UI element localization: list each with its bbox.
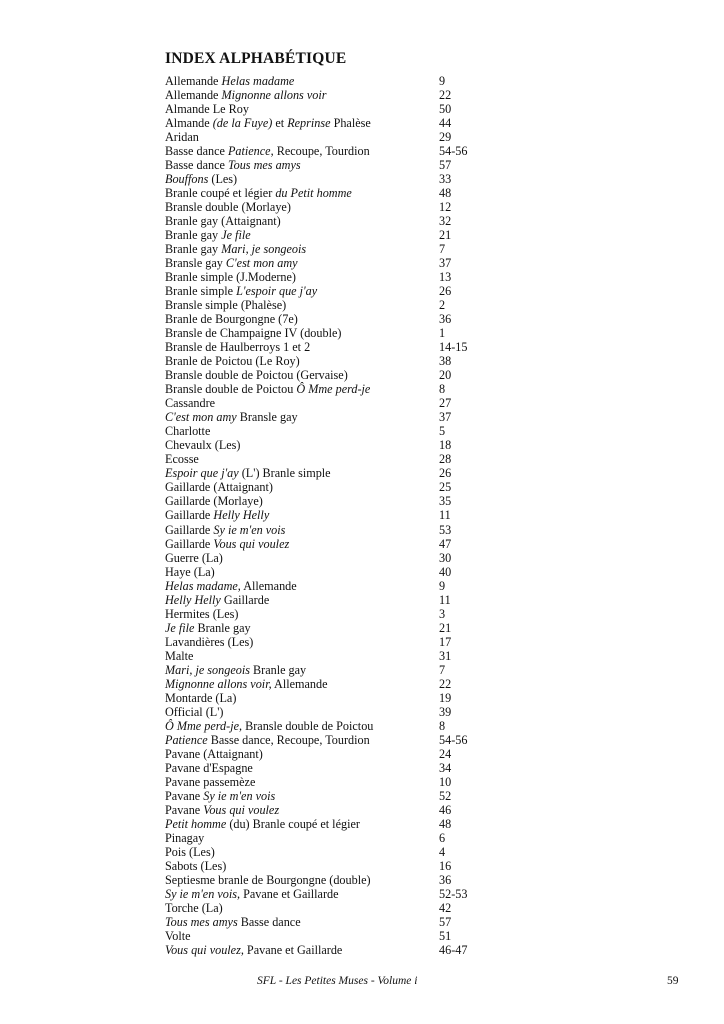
index-list bbox=[165, 74, 505, 957]
entry-title-text: Branle simple (J.Moderne) bbox=[165, 270, 296, 285]
entry-title-text: Basse dance, Recoupe, Tourdion bbox=[207, 732, 370, 747]
entry-title bbox=[165, 200, 291, 214]
index-entry bbox=[165, 789, 505, 803]
index-entry bbox=[165, 466, 505, 480]
entry-page-ref: 3 bbox=[439, 606, 446, 621]
entry-page-ref: 9 bbox=[439, 578, 446, 593]
entry-title-text: Allemande bbox=[165, 88, 222, 103]
entry-title bbox=[165, 859, 226, 873]
entry-title-text: Guerre (La) bbox=[165, 550, 223, 565]
index-entry bbox=[165, 270, 505, 284]
entry-title bbox=[165, 452, 199, 466]
index-entry bbox=[165, 929, 505, 943]
index-entry bbox=[165, 845, 505, 859]
entry-title bbox=[165, 887, 339, 901]
entry-title-text: Bransle simple (Phalèse) bbox=[165, 298, 287, 313]
entry-title-italic: Mignonne allons voir bbox=[221, 88, 327, 103]
entry-title-text: Branle gay bbox=[249, 662, 307, 677]
entry-title-italic: C'est mon amy bbox=[225, 256, 298, 271]
index-entry bbox=[165, 887, 505, 901]
index-entry bbox=[165, 551, 505, 565]
index-entry bbox=[165, 565, 505, 579]
entry-title bbox=[165, 354, 300, 368]
entry-page-ref: 20 bbox=[439, 368, 452, 383]
index-entry bbox=[165, 523, 505, 537]
entry-title-text: Montarde (La) bbox=[165, 690, 237, 705]
entry-title bbox=[165, 74, 294, 88]
entry-title bbox=[165, 845, 215, 859]
entry-title-text: Pavane bbox=[165, 788, 204, 803]
entry-page-ref: 57 bbox=[439, 158, 452, 173]
index-entry bbox=[165, 859, 505, 873]
entry-title bbox=[165, 579, 297, 593]
index-entry bbox=[165, 228, 505, 242]
entry-title-text: Pavane passemèze bbox=[165, 774, 256, 789]
entry-title-text: Hermites (Les) bbox=[165, 606, 239, 621]
entry-title-text: Branle simple bbox=[165, 284, 237, 299]
entry-page-ref: 39 bbox=[439, 704, 452, 719]
entry-title-text: Gaillarde bbox=[220, 592, 270, 607]
entry-title bbox=[165, 172, 237, 186]
entry-title-italic: Helas madame bbox=[221, 74, 295, 88]
entry-title-italic: (de la Fuye) bbox=[212, 116, 273, 131]
entry-page-ref: 6 bbox=[439, 830, 446, 845]
index-entry bbox=[165, 691, 505, 705]
entry-title bbox=[165, 817, 360, 831]
index-entry bbox=[165, 915, 505, 929]
entry-title-italic: Mignonne allons voir, bbox=[165, 676, 272, 691]
entry-title bbox=[165, 621, 251, 635]
entry-title-italic: Vous qui voulez bbox=[203, 802, 280, 817]
entry-title bbox=[165, 803, 279, 817]
entry-page-ref: 53 bbox=[439, 522, 452, 537]
index-entry bbox=[165, 508, 505, 522]
entry-title bbox=[165, 340, 310, 354]
entry-title-italic: Helly Helly bbox=[165, 592, 221, 607]
entry-page-ref: 12 bbox=[439, 200, 452, 215]
entry-title-italic: Sy ie m'en vois, bbox=[165, 886, 241, 901]
entry-page-ref: 14-15 bbox=[439, 340, 468, 355]
entry-title bbox=[165, 691, 236, 705]
index-entry bbox=[165, 382, 505, 396]
index-entry bbox=[165, 214, 505, 228]
entry-page-ref: 36 bbox=[439, 872, 452, 887]
entry-title bbox=[165, 144, 370, 158]
entry-title-text: Branle gay (Attaignant) bbox=[165, 214, 281, 229]
entry-title bbox=[165, 158, 301, 172]
index-entry bbox=[165, 340, 505, 354]
index-entry bbox=[165, 396, 505, 410]
entry-title bbox=[165, 298, 286, 312]
entry-title bbox=[165, 410, 298, 424]
index-entry bbox=[165, 452, 505, 466]
entry-title-text: Pavane d'Espagne bbox=[165, 760, 253, 775]
entry-title-text: Allemande bbox=[165, 74, 222, 88]
entry-title bbox=[165, 396, 215, 410]
entry-title-text: Pois (Les) bbox=[165, 844, 215, 859]
entry-title bbox=[165, 663, 306, 677]
entry-title bbox=[165, 438, 240, 452]
entry-title bbox=[165, 228, 251, 242]
entry-title-text: Almande Le Roy bbox=[165, 102, 249, 117]
entry-page-ref: 26 bbox=[439, 466, 452, 481]
entry-title-italic: L'espoir que j'ay bbox=[236, 284, 318, 299]
entry-title bbox=[165, 214, 281, 228]
index-entry bbox=[165, 537, 505, 551]
index-entry bbox=[165, 831, 505, 845]
entry-title-text: Recoupe, Tourdion bbox=[273, 144, 370, 159]
index-entry bbox=[165, 158, 505, 172]
entry-title bbox=[165, 733, 370, 747]
entry-page-ref: 54-56 bbox=[439, 144, 468, 159]
entry-title bbox=[165, 382, 370, 396]
entry-title-italic: Reprinse bbox=[287, 116, 331, 131]
entry-title-text: Branle gay bbox=[194, 620, 251, 635]
entry-page-ref: 46-47 bbox=[439, 942, 468, 957]
entry-title-text: (L') Branle simple bbox=[238, 466, 331, 481]
entry-title-text: Charlotte bbox=[165, 424, 211, 439]
entry-page-ref: 32 bbox=[439, 214, 452, 229]
entry-page-ref: 57 bbox=[439, 914, 452, 929]
entry-page-ref: 50 bbox=[439, 102, 452, 117]
entry-title-text: Volte bbox=[165, 928, 191, 943]
entry-title bbox=[165, 789, 275, 803]
entry-title-text: Haye (La) bbox=[165, 564, 215, 579]
entry-title-italic: Patience bbox=[165, 732, 208, 747]
entry-title bbox=[165, 130, 199, 144]
entry-page-ref: 22 bbox=[439, 676, 452, 691]
entry-title-text: Gaillarde (Morlaye) bbox=[165, 494, 263, 509]
index-entry bbox=[165, 579, 505, 593]
entry-page-ref: 24 bbox=[439, 746, 452, 761]
index-entry bbox=[165, 873, 505, 887]
entry-title-text: et bbox=[272, 116, 288, 131]
index-entry bbox=[165, 88, 505, 102]
entry-title-italic: Ô Mme perd-je bbox=[296, 382, 371, 397]
entry-title-text: Gaillarde bbox=[165, 536, 214, 551]
entry-page-ref: 38 bbox=[439, 354, 452, 369]
entry-title-italic: Vous qui voulez bbox=[213, 536, 290, 551]
entry-page-ref: 31 bbox=[439, 648, 452, 663]
entry-title-text: Allemande bbox=[271, 676, 328, 691]
entry-title bbox=[165, 116, 371, 130]
entry-title-text: Bransle de Champaigne IV (double) bbox=[165, 326, 342, 341]
entry-title-text: Branle de Poictou (Le Roy) bbox=[165, 354, 300, 369]
entry-title-text: Pavane et Gaillarde bbox=[240, 886, 339, 901]
entry-title-text: Aridan bbox=[165, 130, 199, 145]
entry-page-ref: 7 bbox=[439, 242, 446, 257]
entry-page-ref: 11 bbox=[439, 508, 451, 523]
entry-title bbox=[165, 635, 253, 649]
entry-title-text: Bransle gay bbox=[165, 256, 226, 271]
entry-title-text: Bransle gay bbox=[236, 410, 298, 425]
entry-title-text: Official (L') bbox=[165, 704, 224, 719]
entry-title bbox=[165, 677, 327, 691]
entry-page-ref: 52-53 bbox=[439, 886, 468, 901]
entry-title-italic: Tous mes amys bbox=[165, 914, 238, 929]
index-entry bbox=[165, 705, 505, 719]
entry-title bbox=[165, 761, 253, 775]
entry-title-text: Bransle double de Poictou bbox=[242, 718, 374, 733]
entry-title bbox=[165, 705, 223, 719]
entry-page-ref: 34 bbox=[439, 760, 452, 775]
entry-title bbox=[165, 565, 215, 579]
index-entry bbox=[165, 677, 505, 691]
entry-page-ref: 27 bbox=[439, 396, 452, 411]
index-entry bbox=[165, 354, 505, 368]
entry-page-ref: 51 bbox=[439, 928, 452, 943]
entry-title-italic: Ô Mme perd-je, bbox=[165, 718, 243, 733]
entry-page-ref: 36 bbox=[439, 312, 452, 327]
entry-page-ref: 21 bbox=[439, 228, 452, 243]
entry-page-ref: 48 bbox=[439, 816, 452, 831]
page-footer: SFL - Les Petites Muses - Volume i bbox=[257, 975, 418, 987]
entry-page-ref: 40 bbox=[439, 564, 452, 579]
entry-page-ref: 17 bbox=[439, 634, 452, 649]
entry-title-text: Gaillarde bbox=[165, 508, 214, 523]
entry-title-italic: C'est mon amy bbox=[165, 410, 237, 425]
index-entry bbox=[165, 803, 505, 817]
entry-page-ref: 9 bbox=[439, 74, 446, 88]
index-entry bbox=[165, 130, 505, 144]
entry-title-italic: Sy ie m'en vois bbox=[203, 788, 276, 803]
entry-title bbox=[165, 508, 269, 522]
entry-page-ref: 37 bbox=[439, 256, 452, 271]
entry-title-italic: Bouffons bbox=[165, 172, 209, 187]
entry-page-ref: 11 bbox=[439, 592, 451, 607]
entry-title-text: Pavane (Attaignant) bbox=[165, 746, 263, 761]
entry-title-text: Bransle de Haulberroys 1 et 2 bbox=[165, 340, 311, 355]
entry-title-text: (du) Branle coupé et légier bbox=[226, 816, 360, 831]
entry-title-text: Branle de Bourgongne (7e) bbox=[165, 312, 298, 327]
entry-title-text: Phalèse bbox=[330, 116, 371, 131]
index-entry bbox=[165, 102, 505, 116]
entry-page-ref: 16 bbox=[439, 858, 452, 873]
index-entry bbox=[165, 901, 505, 915]
index-entry bbox=[165, 424, 505, 438]
index-entry bbox=[165, 747, 505, 761]
entry-title-text: Branle coupé et légier bbox=[165, 186, 276, 201]
entry-title-italic: Vous qui voulez, bbox=[165, 942, 244, 957]
entry-title bbox=[165, 256, 298, 270]
entry-title-italic: Tous mes amys bbox=[227, 158, 301, 173]
index-entry bbox=[165, 761, 505, 775]
index-entry bbox=[165, 635, 505, 649]
index-entry bbox=[165, 663, 505, 677]
entry-title bbox=[165, 102, 249, 116]
entry-page-ref: 4 bbox=[439, 844, 446, 859]
entry-title-text: Gaillarde bbox=[165, 522, 214, 537]
entry-page-ref: 13 bbox=[439, 270, 452, 285]
entry-title-text: Pavane bbox=[165, 802, 204, 817]
entry-page-ref: 21 bbox=[439, 620, 452, 635]
entry-title bbox=[165, 719, 373, 733]
entry-title bbox=[165, 943, 342, 957]
entry-title bbox=[165, 326, 341, 340]
entry-title bbox=[165, 873, 371, 887]
entry-title-text: Branle gay bbox=[165, 228, 222, 243]
index-entry bbox=[165, 621, 505, 635]
entry-title-text: , Allemande bbox=[237, 578, 297, 593]
index-entry bbox=[165, 284, 505, 298]
entry-title-text: Gaillarde (Attaignant) bbox=[165, 480, 273, 495]
entry-page-ref: 54-56 bbox=[439, 732, 468, 747]
entry-page-ref: 33 bbox=[439, 172, 452, 187]
entry-page-ref: 26 bbox=[439, 284, 452, 299]
entry-title-text: Ecosse bbox=[165, 452, 199, 467]
entry-title-italic: Helly Helly bbox=[213, 508, 270, 523]
entry-title bbox=[165, 593, 269, 607]
index-entry bbox=[165, 326, 505, 340]
entry-title bbox=[165, 915, 301, 929]
entry-title bbox=[165, 494, 263, 508]
entry-title bbox=[165, 775, 255, 789]
page-title: INDEX ALPHABÉTIQUE bbox=[165, 50, 347, 67]
entry-title-text: Basse dance bbox=[165, 158, 228, 173]
entry-title bbox=[165, 747, 263, 761]
index-entry bbox=[165, 480, 505, 494]
entry-page-ref: 7 bbox=[439, 662, 446, 677]
index-entry bbox=[165, 438, 505, 452]
entry-title bbox=[165, 551, 223, 565]
entry-title-italic: Mari, je songeois bbox=[165, 662, 250, 677]
entry-title bbox=[165, 424, 210, 438]
index-entry bbox=[165, 649, 505, 663]
index-entry bbox=[165, 817, 505, 831]
entry-page-ref: 47 bbox=[439, 536, 452, 551]
entry-title-text: Basse dance bbox=[237, 914, 301, 929]
entry-title-text: Cassandre bbox=[165, 396, 216, 411]
entry-page-ref: 46 bbox=[439, 802, 452, 817]
entry-title-text: Basse dance bbox=[165, 144, 228, 159]
entry-title-text: Lavandières (Les) bbox=[165, 634, 254, 649]
entry-page-ref: 5 bbox=[439, 424, 446, 439]
entry-title bbox=[165, 242, 306, 256]
index-entry bbox=[165, 242, 505, 256]
entry-page-ref: 19 bbox=[439, 690, 452, 705]
entry-title-text: Bransle double (Morlaye) bbox=[165, 200, 291, 215]
entry-title bbox=[165, 466, 331, 480]
entry-page-ref: 35 bbox=[439, 494, 452, 509]
entry-title bbox=[165, 649, 193, 663]
entry-page-ref: 28 bbox=[439, 452, 452, 467]
entry-title bbox=[165, 270, 296, 284]
index-entry bbox=[165, 74, 505, 88]
index-entry bbox=[165, 593, 505, 607]
entry-page-ref: 8 bbox=[439, 382, 446, 397]
entry-title-italic: Je file bbox=[221, 228, 251, 243]
entry-title-text: Septiesme branle de Bourgongne (double) bbox=[165, 872, 371, 887]
entry-page-ref: 42 bbox=[439, 900, 452, 915]
entry-title-italic: Je file bbox=[165, 620, 195, 635]
entry-page-ref: 30 bbox=[439, 550, 452, 565]
entry-title bbox=[165, 312, 298, 326]
entry-page-ref: 18 bbox=[439, 438, 452, 453]
entry-title-text: Pinagay bbox=[165, 830, 205, 845]
entry-title-text: Chevaulx (Les) bbox=[165, 438, 241, 453]
entry-title-text: Branle gay bbox=[165, 242, 222, 257]
entry-title bbox=[165, 901, 223, 915]
index-entry bbox=[165, 172, 505, 186]
entry-page-ref: 48 bbox=[439, 186, 452, 201]
entry-title bbox=[165, 284, 317, 298]
entry-title-italic: Mari, je songeois bbox=[221, 242, 307, 257]
index-entry bbox=[165, 298, 505, 312]
entry-page-ref: 10 bbox=[439, 774, 452, 789]
index-entry bbox=[165, 410, 505, 424]
index-entry bbox=[165, 494, 505, 508]
entry-title bbox=[165, 537, 289, 551]
entry-title-italic: Sy ie m'en vois bbox=[213, 522, 286, 537]
entry-title bbox=[165, 186, 352, 200]
entry-title bbox=[165, 523, 285, 537]
entry-title-text: Sabots (Les) bbox=[165, 858, 227, 873]
entry-title-italic: Petit homme bbox=[165, 816, 227, 831]
entry-page-ref: 8 bbox=[439, 718, 446, 733]
entry-page-ref: 22 bbox=[439, 88, 452, 103]
entry-title bbox=[165, 480, 273, 494]
entry-title-italic: Helas madame bbox=[165, 578, 238, 593]
entry-title bbox=[165, 88, 326, 102]
index-entry bbox=[165, 116, 505, 130]
entry-title bbox=[165, 929, 191, 943]
index-entry bbox=[165, 943, 505, 957]
entry-title-text: Almande bbox=[165, 116, 213, 131]
entry-title bbox=[165, 607, 238, 621]
index-entry bbox=[165, 256, 505, 270]
entry-page-ref: 29 bbox=[439, 130, 452, 145]
entry-title bbox=[165, 831, 204, 845]
index-entry bbox=[165, 144, 505, 158]
index-entry bbox=[165, 186, 505, 200]
index-entry bbox=[165, 607, 505, 621]
entry-title-text: Pavane et Gaillarde bbox=[243, 942, 343, 957]
entry-title-text: Bransle double de Poictou bbox=[165, 382, 297, 397]
entry-page-ref: 2 bbox=[439, 298, 446, 313]
entry-title-text: Bransle double de Poictou (Gervaise) bbox=[165, 368, 348, 383]
index-entry bbox=[165, 733, 505, 747]
entry-title-text: Torche (La) bbox=[165, 900, 223, 915]
entry-title-text: (Les) bbox=[208, 172, 238, 187]
entry-page-ref: 52 bbox=[439, 788, 452, 803]
index-entry bbox=[165, 775, 505, 789]
entry-title-italic: Espoir que j'ay bbox=[165, 466, 239, 481]
entry-title bbox=[165, 368, 348, 382]
entry-page-ref: 25 bbox=[439, 480, 452, 495]
entry-page-ref: 1 bbox=[439, 326, 446, 341]
entry-page-ref: 44 bbox=[439, 116, 452, 131]
entry-title-italic: Patience, bbox=[227, 144, 274, 159]
entry-title-text: Malte bbox=[165, 648, 194, 663]
index-entry bbox=[165, 719, 505, 733]
index-entry bbox=[165, 200, 505, 214]
entry-title-italic: du Petit homme bbox=[275, 186, 352, 201]
index-entry bbox=[165, 368, 505, 382]
page-number: 59 bbox=[667, 975, 679, 987]
index-entry bbox=[165, 312, 505, 326]
entry-page-ref: 37 bbox=[439, 410, 452, 425]
